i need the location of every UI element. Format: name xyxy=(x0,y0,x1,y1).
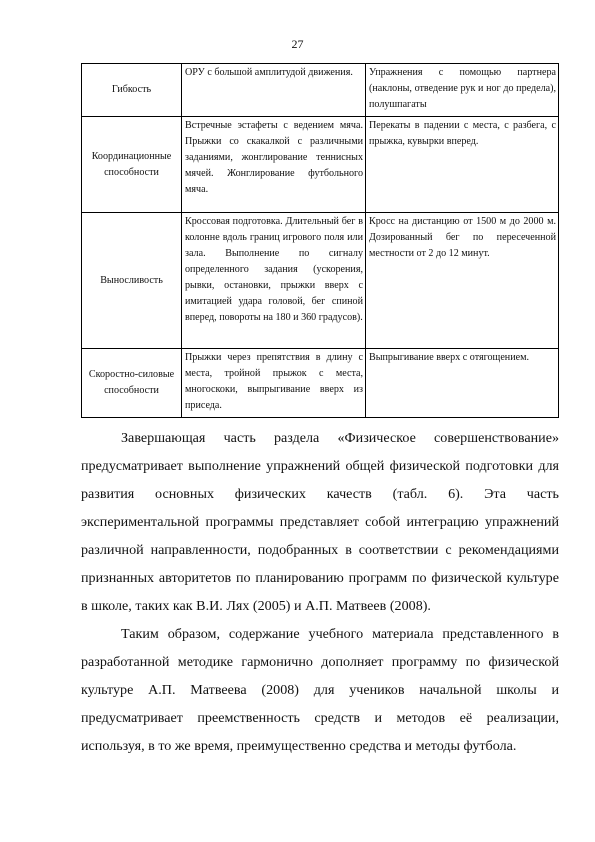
exercises-table xyxy=(81,63,559,418)
exercises-cell: Кросс на дистанцию от 1500 м до 2000 м. Дозированный бег по пересеченной местности от 2 до 12 минут. xyxy=(366,213,559,349)
page-number: 27 xyxy=(291,37,304,51)
exercises-cell: Упражнения с помощью партнера (наклоны, отведение рук и ног до предела), полушпагаты xyxy=(366,64,559,117)
paragraph: Таким образом, содержание учебного материала представленного в разработанной методике гармонично дополняет программу по физической культуре А.П. Матвеева (2008) для учеников начальной школы и предусматривает преемственность средств и методов её реализации, используя, в то же время, преимущественно средства и методы футбола. xyxy=(81,626,559,754)
quality-cell: Скоростно-силовые способности xyxy=(82,349,182,418)
table-row xyxy=(82,117,559,213)
paragraph: Завершающая часть раздела «Физическое совершенствование» предусматривает выполнение упражнений общей физической подготовки для развития основных физических качеств (табл. 6). Эта часть экспериментальной программы представляет собой интеграцию упражнений различной направленности, подобранных в соответствии с рекомендациями признанных авторитетов по планированию программ по физической культуре в школе, таких как В.И. Лях (2005) и А.П. Матвеев (2008). xyxy=(81,430,559,614)
quality-cell: Координационные способности xyxy=(82,117,182,213)
body-text xyxy=(81,424,559,760)
exercises-cell: Выпрыгивание вверх с отягощением. xyxy=(366,349,559,418)
quality-cell: Выносливость xyxy=(82,213,182,349)
means-cell: Кроссовая подготовка. Длительный бег в колонне вдоль границ игрового поля или зала. Выполнение по сигналу определенного задания (ускорения, рывки, остановки, прыжки вверх с имитацией удара головой, бег спиной вперед, повороты на 180 и 360 градусов). xyxy=(182,213,366,349)
means-cell: Встречные эстафеты с ведением мяча. Прыжки со скакалкой с различными заданиями, жонглирование теннисных мячей. Жонглирование футбольного мяча. xyxy=(182,117,366,213)
table-row xyxy=(82,213,559,349)
exercises-cell: Перекаты в падении с места, с разбега, с прыжка, кувырки вперед. xyxy=(366,117,559,213)
means-cell: ОРУ с большой амплитудой движения. xyxy=(182,64,366,117)
quality-cell: Гибкость xyxy=(82,64,182,117)
means-cell: Прыжки через препятствия в длину с места, тройной прыжок с места, многоскоки, выпрыгивание вверх из приседа. xyxy=(182,349,366,418)
table-row xyxy=(82,64,559,117)
table-row xyxy=(82,349,559,418)
